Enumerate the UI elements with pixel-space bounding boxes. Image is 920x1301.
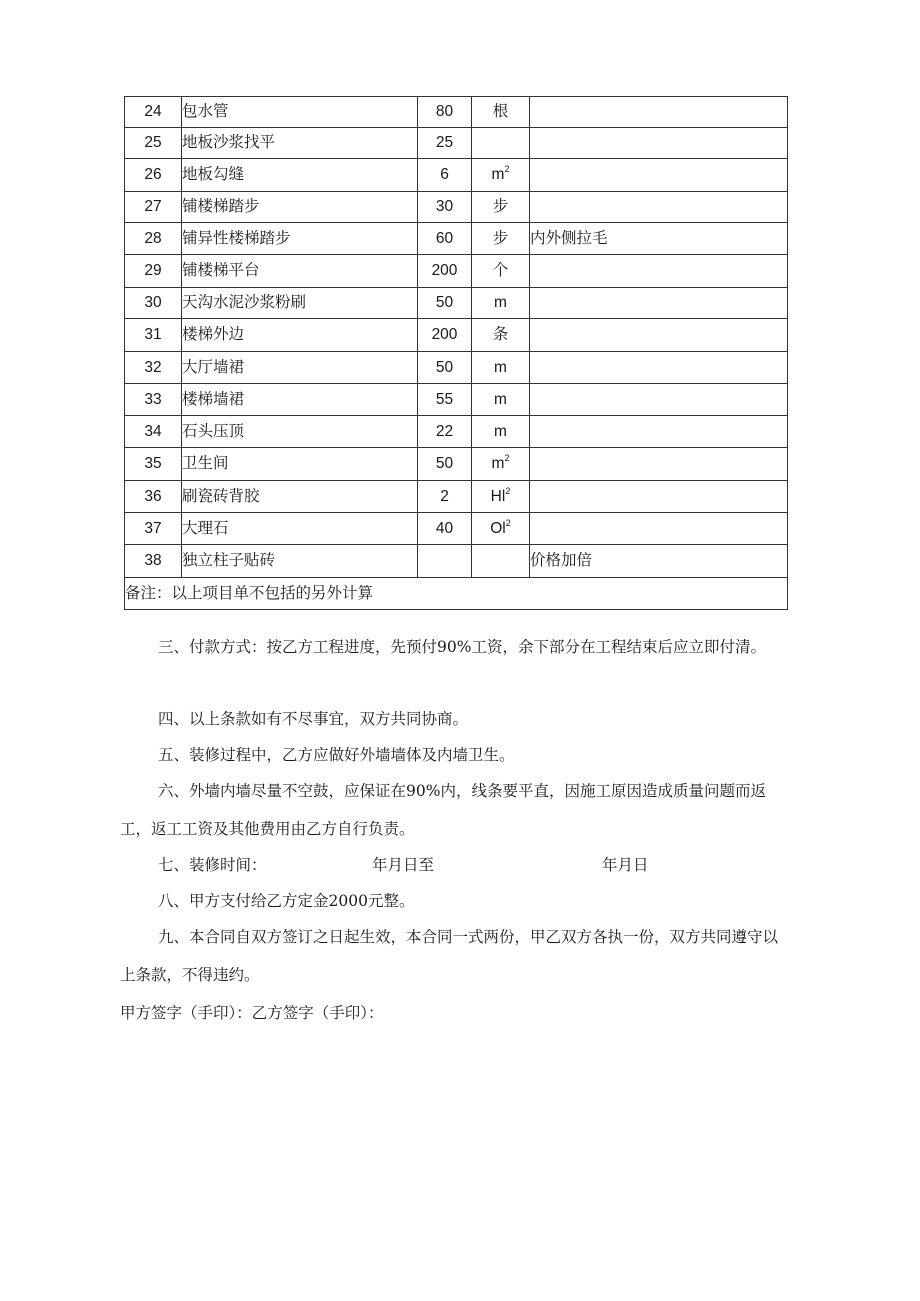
schedule-label: 七、装修时间： [158,856,267,874]
unit-text: m [494,422,507,440]
table-row [125,513,788,545]
table-row [125,128,788,159]
table-row [125,288,788,319]
unit-text: 根 [492,103,509,121]
unit-text: m [494,358,507,376]
table-row [125,255,788,288]
item-unit [472,513,530,545]
item-unit [472,545,530,578]
item-note [530,416,788,448]
table-row [125,481,788,513]
item-number: 30 [125,288,182,319]
item-name: 石头压顶 [182,416,418,448]
unit-text: m [494,390,507,408]
clause-hygiene: 五、装修过程中，乙方应做好外墙墙体及内墙卫生。 [158,746,515,764]
item-name: 独立柱子贴砖 [182,545,418,578]
item-name: 楼梯墙裙 [182,384,418,416]
item-number: 38 [125,545,182,578]
unit-text: m [494,294,507,312]
item-quantity [418,545,472,578]
item-number: 24 [125,97,182,128]
item-note [530,192,788,223]
item-quantity: 30 [418,192,472,223]
clause-quality: 六、外墙内墙尽量不空鼓，应保证在90%内，线条要平直，因施工原因造成质量问题而返工，返工工资及其他费用由乙方自行负责。 [120,782,766,838]
item-quantity: 55 [418,384,472,416]
item-unit [472,223,530,255]
unit-text: 步 [492,198,509,216]
clause-payment: 三、付款方式：按乙方工程进度，先预付90%工资，余下部分在工程结束后应立即付清。 [158,638,766,656]
item-note [530,513,788,545]
item-unit [472,384,530,416]
table-row [125,192,788,223]
schedule-to: 年月日 [602,856,649,874]
item-name: 卫生间 [182,448,418,481]
item-unit [472,319,530,352]
item-quantity: 2 [418,481,472,513]
item-name: 包水管 [182,97,418,128]
item-number: 31 [125,319,182,352]
item-unit [472,97,530,128]
item-unit [472,159,530,192]
item-note [530,448,788,481]
table-row [125,319,788,352]
item-unit [472,481,530,513]
item-note [530,288,788,319]
table-row [125,416,788,448]
table-row [125,448,788,481]
table-row [125,97,788,128]
item-unit [472,416,530,448]
item-quantity: 200 [418,319,472,352]
item-number: 34 [125,416,182,448]
unit-superscript: 2 [504,453,510,464]
clause-negotiation: 四、以上条款如有不尽事宜，双方共同协商。 [158,710,469,728]
item-number: 26 [125,159,182,192]
item-note [530,384,788,416]
table-row [125,223,788,255]
item-number: 35 [125,448,182,481]
item-number: 33 [125,384,182,416]
item-note [530,128,788,159]
item-unit [472,192,530,223]
unit-superscript: 2 [505,517,511,528]
item-note [530,481,788,513]
table-row [125,545,788,578]
unit-text: 条 [492,326,509,344]
item-note [530,97,788,128]
item-unit [472,255,530,288]
work-items-table [124,96,788,610]
item-note: 价格加倍 [530,545,788,578]
item-name: 大理石 [182,513,418,545]
item-quantity: 25 [418,128,472,159]
item-name: 楼梯外边 [182,319,418,352]
unit-text: m [491,166,505,184]
item-name: 铺异性楼梯踏步 [182,223,418,255]
item-number: 25 [125,128,182,159]
item-name: 地板沙浆找平 [182,128,418,159]
item-note: 内外侧拉毛 [530,223,788,255]
item-unit [472,352,530,384]
table-row [125,352,788,384]
item-number: 28 [125,223,182,255]
item-quantity: 80 [418,97,472,128]
item-unit [472,128,530,159]
unit-text: 个 [492,262,509,280]
unit-superscript: 2 [505,485,511,496]
item-number: 36 [125,481,182,513]
item-quantity: 6 [418,159,472,192]
item-note [530,352,788,384]
unit-text: m [491,455,505,473]
item-name: 铺楼梯踏步 [182,192,418,223]
item-quantity: 200 [418,255,472,288]
table-remark: 备注：以上项目单不包括的另外计算 [125,578,788,610]
table-body [125,97,788,610]
item-quantity: 22 [418,416,472,448]
item-number: 32 [125,352,182,384]
item-quantity: 60 [418,223,472,255]
clause-deposit: 八、甲方支付给乙方定金2000元整。 [158,892,415,910]
unit-superscript: 2 [504,164,510,175]
item-name: 天沟水泥沙浆粉刷 [182,288,418,319]
table-row [125,384,788,416]
item-name: 刷瓷砖背胶 [182,481,418,513]
item-quantity: 50 [418,352,472,384]
unit-text: Ol [490,519,506,537]
item-name: 地板勾缝 [182,159,418,192]
item-quantity: 40 [418,513,472,545]
table-row [125,159,788,192]
item-note [530,255,788,288]
item-note [530,159,788,192]
item-number: 27 [125,192,182,223]
item-quantity: 50 [418,448,472,481]
item-unit [472,448,530,481]
unit-text: Hl [490,487,506,505]
schedule-from: 年月日至 [372,856,435,874]
item-note [530,319,788,352]
signature-line: 甲方签字（手印）：乙方签字（手印）： [120,1004,384,1022]
remark-row [125,578,788,610]
item-name: 大厅墙裙 [182,352,418,384]
item-unit [472,288,530,319]
clause-effective: 九、本合同自双方签订之日起生效，本合同一式两份，甲乙双方各执一份，双方共同遵守以上条款，不得违约。 [120,928,779,984]
item-name: 铺楼梯平台 [182,255,418,288]
unit-text: 步 [492,229,509,247]
item-number: 29 [125,255,182,288]
item-number: 37 [125,513,182,545]
item-quantity: 50 [418,288,472,319]
